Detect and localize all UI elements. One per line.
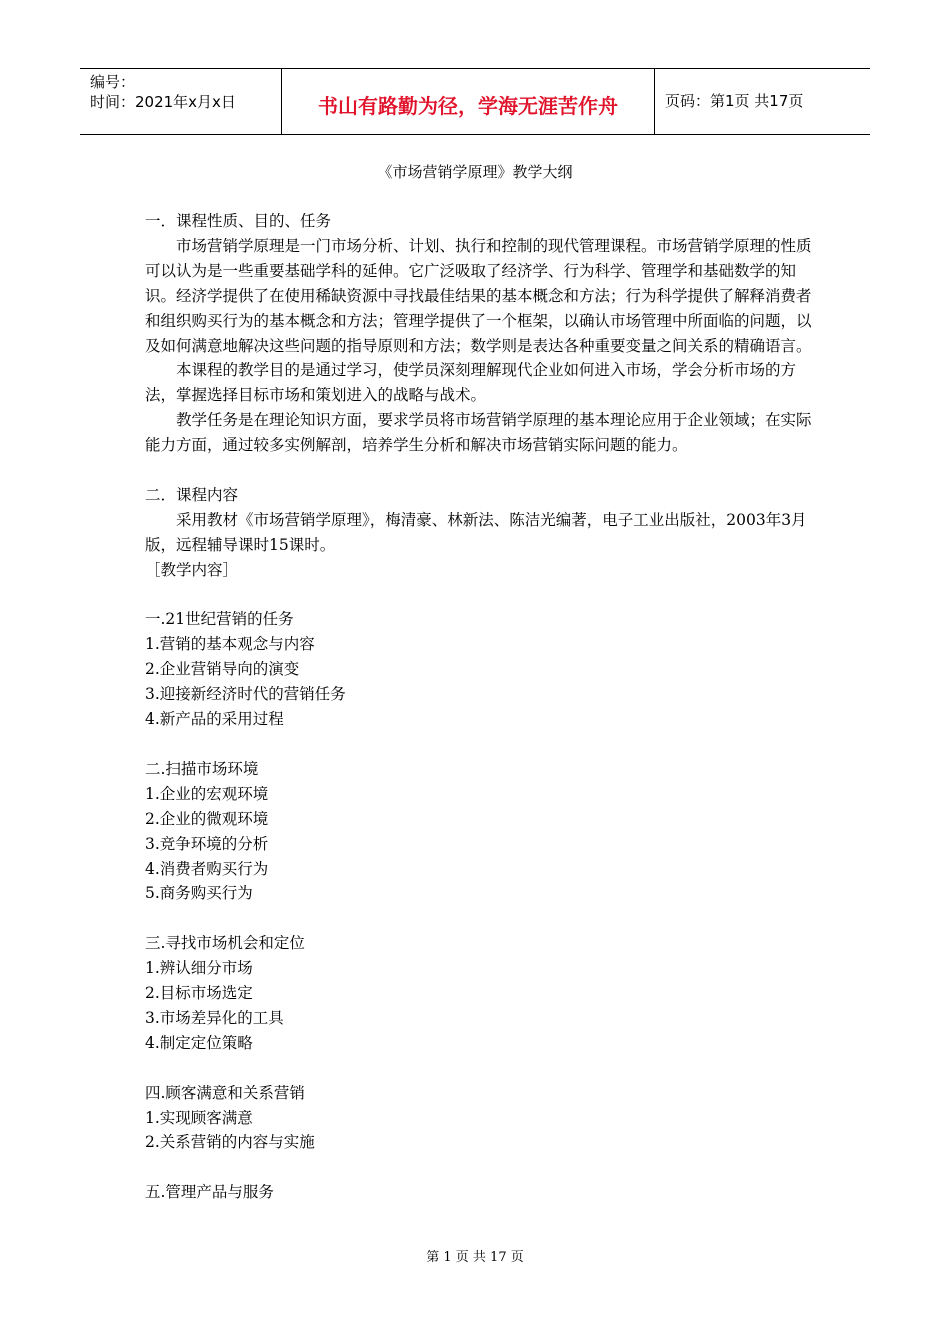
- document-body: [145, 209, 813, 1205]
- header-left-cell: [80, 69, 282, 134]
- chapter-title: 三.寻找市场机会和定位: [145, 934, 305, 953]
- list-item: 3.市场差异化的工具: [145, 1008, 284, 1027]
- list-item: 3.迎接新经济时代的营销任务: [145, 685, 346, 704]
- chapter-title: 二.扫描市场环境: [145, 759, 259, 778]
- list-item: 5.商务购买行为: [145, 884, 253, 903]
- section-heading: 一．课程性质、目的、任务: [145, 212, 332, 230]
- list-item: 3.竞争环境的分析: [145, 834, 269, 853]
- header-table: [80, 68, 870, 135]
- chapter-title: 一.21世纪营销的任务: [145, 610, 294, 629]
- list-item: 4.制定定位策略: [145, 1033, 253, 1052]
- list-item: 2.目标市场选定: [145, 984, 253, 1003]
- motto: 书山有路勤为径，学海无涯苦作舟: [282, 69, 655, 134]
- paragraph: 市场营销学原理是一门市场分析、计划、执行和控制的现代管理课程。市场营销学原理的性质可以认为是一些重要基础学科的延伸。它广泛吸取了经济学、行为科学、管理学和基础数学的知识。经济学提供了在使用稀缺资源中寻找最佳结果的基本概念和方法；行为科学提供了解释消费者和组织购买行为的基本概念和方法；管理学提供了一个框架，以确认市场管理中所面临的问题，以及如何满意地解决这些问题的指导原则和方法；数学则是表达各种重要变量之间关系的精确语言。: [145, 236, 812, 355]
- paragraph: 采用教材《市场营销学原理》，梅清豪、林新法、陈洁光编著，电子工业出版社，2003年3月版，远程辅导课时15课时。: [145, 510, 807, 554]
- section-heading: 二．课程内容: [145, 485, 239, 504]
- page-footer: 第 1 页 共 17 页: [426, 1250, 524, 1265]
- list-item: 4.消费者购买行为: [145, 859, 269, 878]
- list-item: 1.实现顾客满意: [145, 1108, 253, 1127]
- list-item: 2.企业营销导向的演变: [145, 660, 300, 679]
- document-title: 《市场营销学原理》教学大纲: [377, 163, 573, 181]
- page-info: 页码：第1页 共17页: [665, 92, 804, 110]
- list-item: 1.企业的宏观环境: [145, 784, 269, 803]
- time-label: 时间：2021年x月x日: [90, 93, 236, 111]
- chapter-title: 四.顾客满意和关系营销: [145, 1083, 305, 1102]
- list-item: 1.辨认细分市场: [145, 959, 253, 978]
- paragraph: 教学任务是在理论知识方面，要求学员将市场营销学原理的基本理论应用于企业领域；在实际能力方面，通过较多实例解剖，培养学生分析和解决市场营销实际问题的能力。: [145, 411, 812, 455]
- list-item: 2.企业的微观环境: [145, 809, 269, 828]
- list-item: 1.营销的基本观念与内容: [145, 635, 315, 654]
- list-item: 4.新产品的采用过程: [145, 710, 284, 729]
- number-label: 编号：: [90, 73, 136, 91]
- list-item: 2.关系营销的内容与实施: [145, 1133, 315, 1152]
- paragraph: 本课程的教学目的是通过学习，使学员深刻理解现代企业如何进入市场，学会分析市场的方法，掌握选择目标市场和策划进入的战略与战术。: [145, 361, 797, 405]
- chapter-title: 五.管理产品与服务: [145, 1183, 274, 1202]
- content-label: ［教学内容］: [145, 560, 239, 579]
